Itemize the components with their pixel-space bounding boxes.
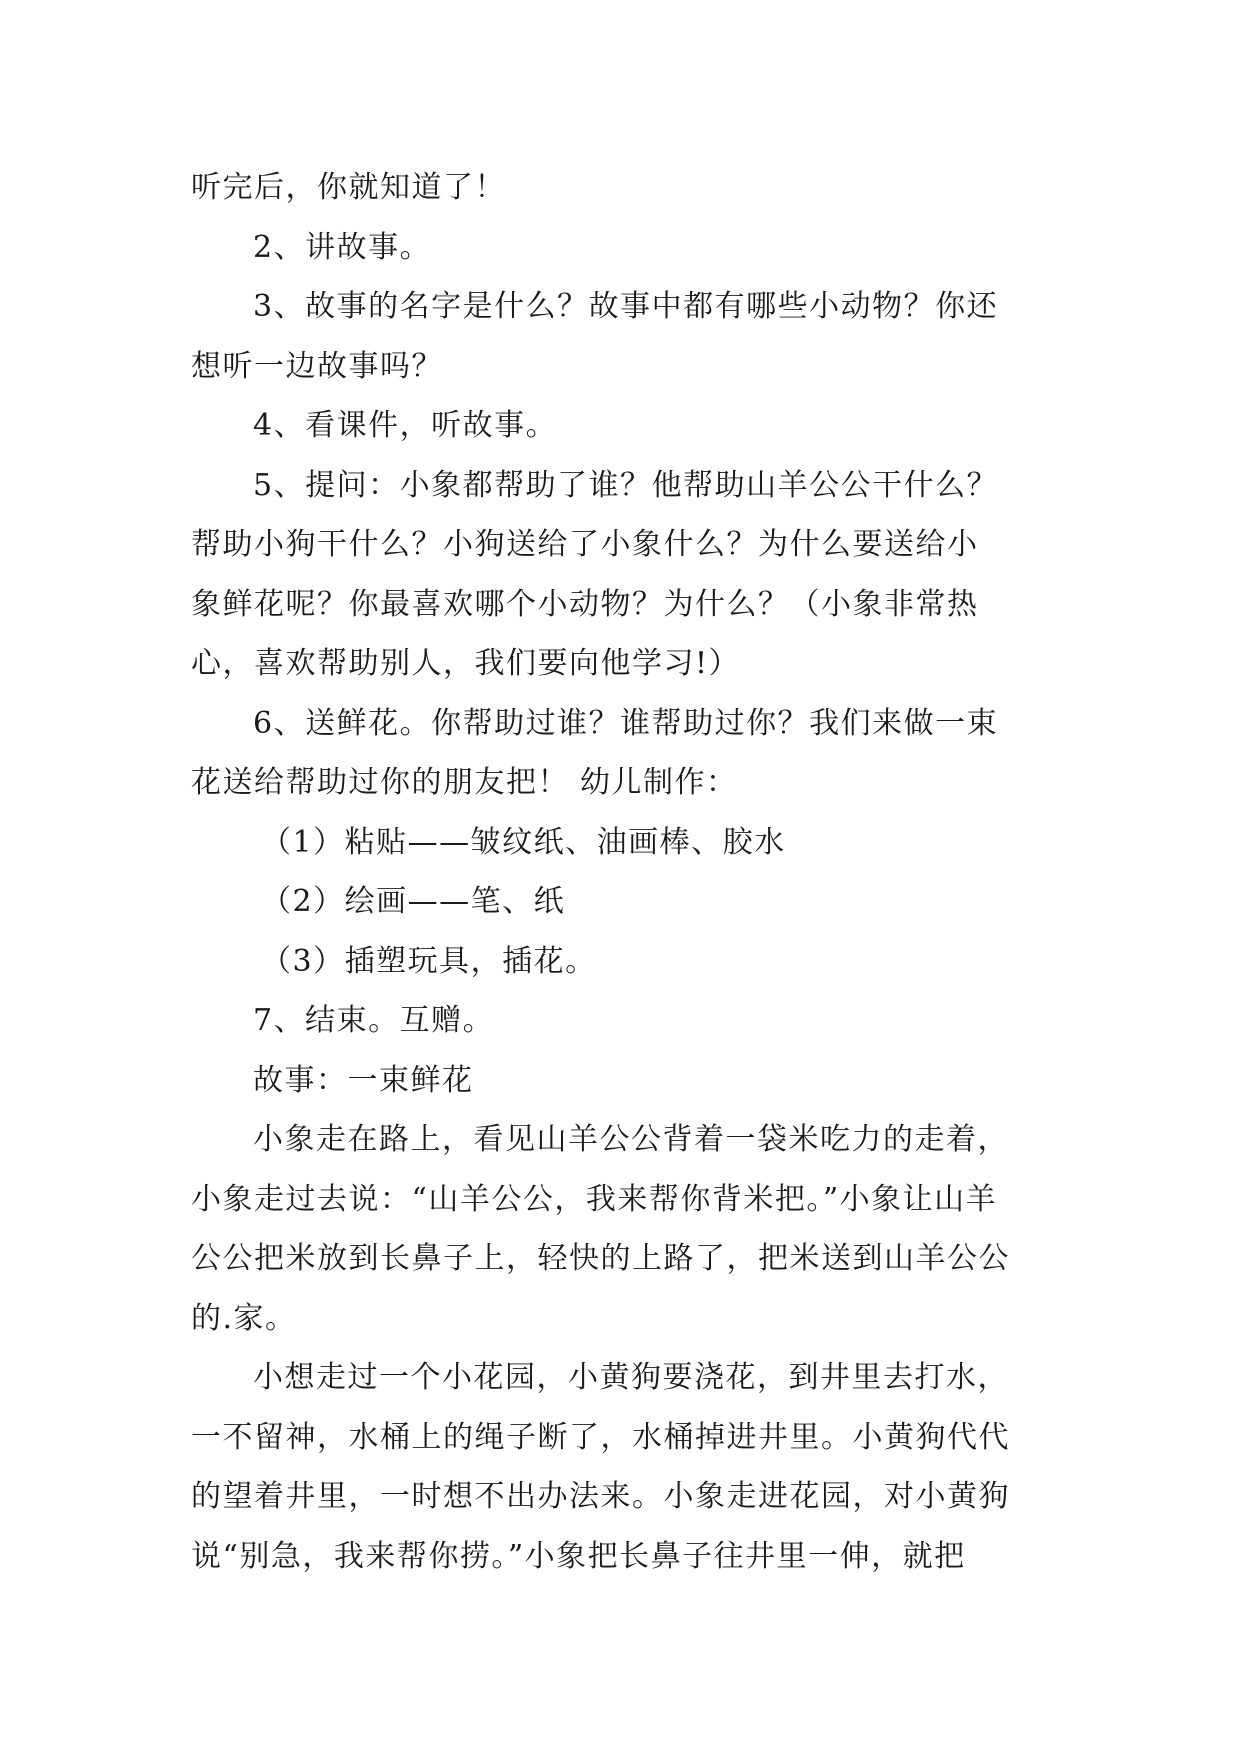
text-line: 象鲜花呢？你最喜欢哪个小动物？为什么？（小象非常热 — [191, 586, 979, 622]
text-line: 的望着井里，一时想不出办法来。小象走进花园，对小黄狗 — [191, 1479, 1010, 1514]
text-line: 想听一边故事吗？ — [191, 348, 443, 384]
story-title: 故事：一束鲜花 — [253, 1062, 474, 1098]
text-line: 花送给帮助过你的朋友把！ 幼儿制作： — [191, 765, 738, 800]
text-line: 公公把米放到长鼻子上，轻快的上路了，把米送到山羊公公 — [191, 1241, 1010, 1276]
text-line: 心，喜欢帮助别人，我们要向他学习!） — [191, 646, 741, 681]
text-line: 一不留神，水桶上的绳子断了，水桶掉进井里。小黄狗代代 — [191, 1419, 1010, 1455]
list-item: （1）粘贴——皱纹纸、油画棒、胶水 — [261, 824, 786, 860]
text-line: 说“别急，我来帮你捞。”小象把长鼻子往井里一伸，就把 — [191, 1538, 966, 1574]
text-line: 3、故事的名字是什么？故事中都有哪些小动物？你还 — [253, 289, 999, 324]
text-line: 小象走过去说：“山羊公公，我来帮你背米把。”小象让山羊 — [191, 1181, 998, 1217]
text-line: 4、看课件，听故事。 — [253, 408, 558, 443]
text-line: 的.家。 — [191, 1300, 297, 1336]
text-line: 小象走在路上，看见山羊公公背着一袋米吃力的走着， — [253, 1122, 1009, 1157]
text-line: 5、提问：小象都帮助了谁？他帮助山羊公公干什么？ — [253, 467, 999, 503]
text-line: 7、结束。互赠。 — [253, 1003, 495, 1038]
list-item: （3）插塑玩具，插花。 — [261, 943, 597, 979]
list-item: （2）绘画——笔、纸 — [261, 884, 566, 919]
text-line: 帮助小狗干什么？小狗送给了小象什么？为什么要送给小 — [191, 527, 979, 562]
text-line: 6、送鲜花。你帮助过谁？谁帮助过你？我们来做一束 — [253, 705, 999, 741]
text-line: 听完后，你就知道了！ — [191, 170, 506, 205]
text-line: 2、讲故事。 — [253, 229, 432, 265]
text-line: 小想走过一个小花园，小黄狗要浇花，到井里去打水， — [253, 1360, 1009, 1395]
document-body — [191, 158, 1051, 1586]
